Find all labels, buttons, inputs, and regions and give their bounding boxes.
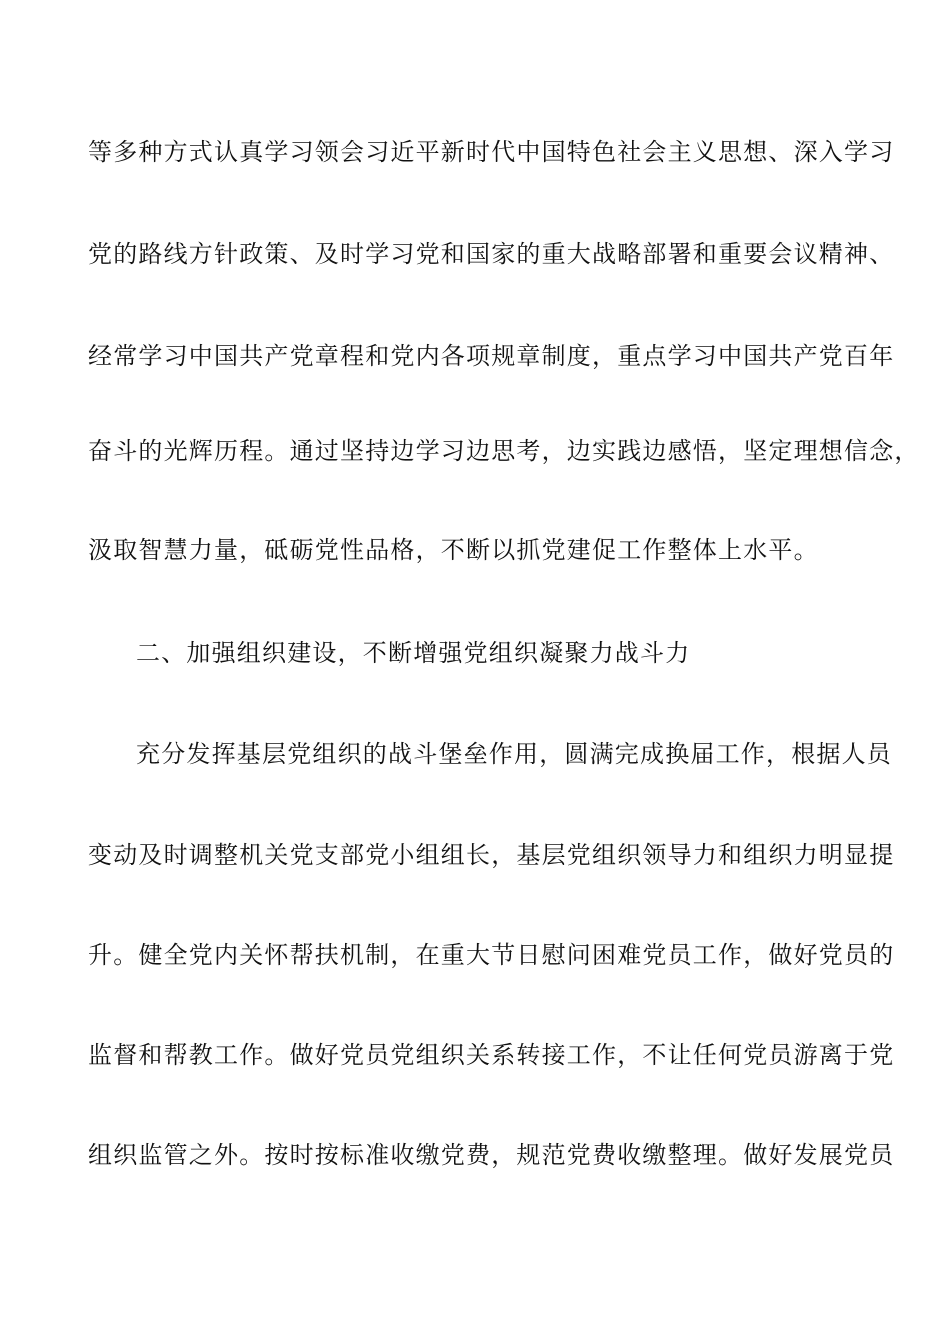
paragraph-line: 等多种方式认真学习领会习近平新时代中国特色社会主义思想、深入学习 <box>88 138 895 166</box>
paragraph-line: 升。健全党内关怀帮扶机制，在重大节日慰问困难党员工作，做好党员的 <box>88 941 895 969</box>
paragraph-line: 汲取智慧力量，砥砺党性品格，不断以抓党建促工作整体上水平。 <box>88 536 819 564</box>
paragraph-line: 奋斗的光辉历程。通过坚持边学习边思考，边实践边感悟，坚定理想信念， <box>88 437 920 465</box>
paragraph-line: 组织监管之外。按时按标准收缴党费，规范党费收缴整理。做好发展党员 <box>88 1141 895 1169</box>
paragraph-line: 党的路线方针政策、及时学习党和国家的重大战略部署和重要会议精神、 <box>88 240 895 268</box>
paragraph-line: 经常学习中国共产党章程和党内各项规章制度，重点学习中国共产党百年 <box>88 342 895 370</box>
paragraph-line: 监督和帮教工作。做好党员党组织关系转接工作，不让任何党员游离于党 <box>88 1041 895 1069</box>
paragraph-line: 变动及时调整机关党支部党小组组长，基层党组织领导力和组织力明显提 <box>88 841 895 869</box>
paragraph-line: 充分发挥基层党组织的战斗堡垒作用，圆满完成换届工作，根据人员 <box>136 740 892 768</box>
section-heading: 二、加强组织建设，不断增强党组织凝聚力战斗力 <box>136 639 691 667</box>
